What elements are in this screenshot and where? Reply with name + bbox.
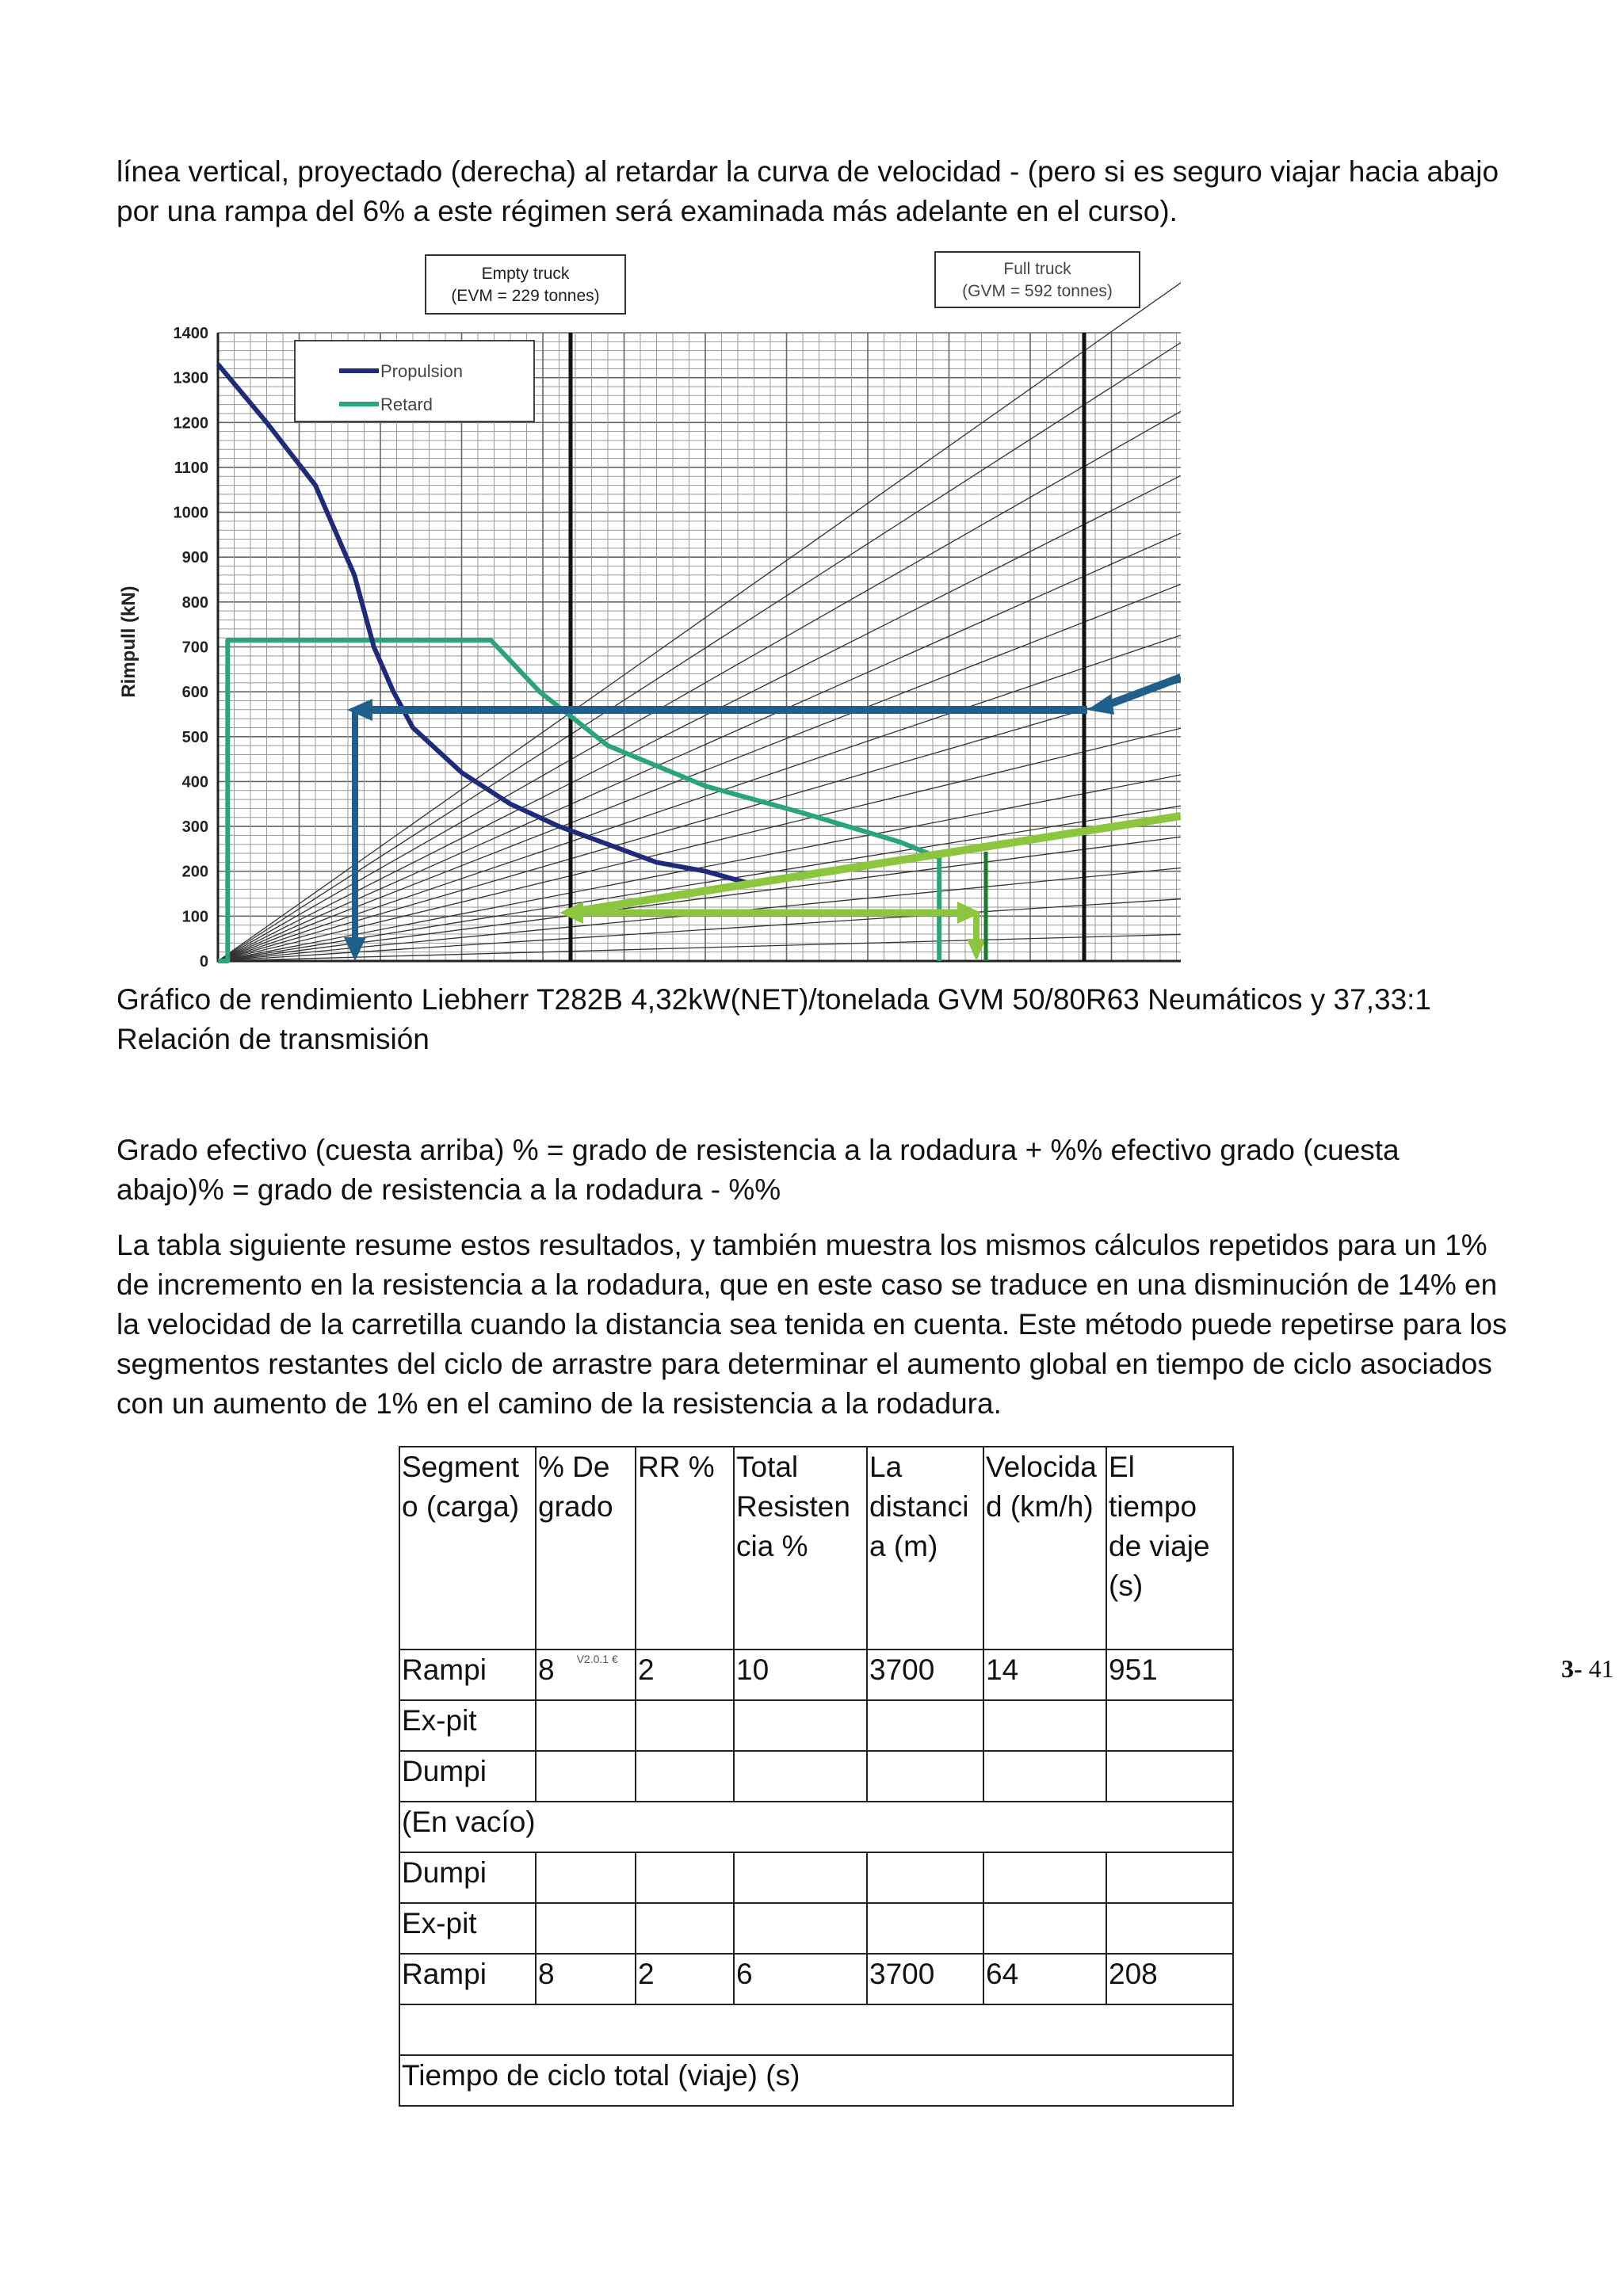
table-row	[399, 2004, 1233, 2055]
table-cell	[983, 1751, 1106, 1802]
cell-value: 208	[1109, 1958, 1158, 1990]
table-cell	[636, 1751, 734, 1802]
y-tick-label: 600	[181, 684, 208, 702]
table-cell	[983, 1700, 1106, 1751]
table-cell	[734, 1954, 867, 2004]
cell-value: 14	[986, 1653, 1019, 1686]
figure-caption: Gráfico de rendimiento Liebherr T282B 4,32kW(NET)/tonelada GVM 50/80R63 Neumáticos y 37,33:1 Relación de transmisión	[116, 983, 1432, 1055]
table-cell	[636, 1903, 734, 1954]
table-cell	[536, 1954, 636, 2004]
cell-value: 10	[736, 1653, 769, 1686]
table-cell	[983, 1650, 1106, 1700]
table-cell	[734, 1852, 867, 1903]
table-span-cell	[399, 2004, 1233, 2055]
full-truck-annotation	[935, 252, 1140, 307]
table-cell	[867, 1650, 983, 1700]
table-cell	[983, 1954, 1106, 2004]
table-header-cell: Total Resisten cia %	[734, 1447, 867, 1650]
table-cell	[636, 1700, 734, 1751]
cell-value: Dumpi	[402, 1856, 487, 1889]
results-table	[399, 1446, 1234, 2107]
table-row	[399, 1650, 1233, 1700]
cell-value: 2	[638, 1958, 655, 1990]
table-cell	[536, 1903, 636, 1954]
grade-line	[218, 772, 1181, 961]
table-cell	[734, 1751, 867, 1802]
legend-propulsion: Propulsion	[380, 361, 463, 381]
summary-paragraph: La tabla siguiente resume estos resultados, y también muestra los mismos cálculos repetidos para un 1% de incremento en la resistencia a la rodadura, que en este caso se traduce en una disminución de 14% en la velocidad de la carretilla cuando la distancia sea tenida en cuenta. Este método puede repetirse para los segmentos restantes del ciclo de arrastre para determinar el aumento global en tiempo de ciclo asociados con un aumento de 1% en el camino de la resistencia a la rodadura.	[116, 1229, 1507, 1420]
chart-legend	[295, 341, 534, 421]
empty-truck-mass: (EVM = 229 tonnes)	[451, 287, 600, 305]
table-cell	[983, 1903, 1106, 1954]
cell-value: 8	[538, 1653, 555, 1686]
table-header-cell: La distanci a (m)	[867, 1447, 983, 1650]
cell-value: 3700	[869, 1653, 935, 1686]
table-cell	[867, 1700, 983, 1751]
table-row	[399, 1852, 1233, 1903]
table-header-cell: El tiempo de viaje (s)	[1106, 1447, 1233, 1650]
table-row	[399, 1700, 1233, 1751]
cell-value: Rampi	[402, 1958, 487, 1990]
table-cell	[399, 1903, 536, 1954]
grade-line	[218, 898, 1181, 961]
table-cell	[636, 1954, 734, 2004]
table-cell	[734, 1650, 867, 1700]
y-tick-label: 1100	[174, 459, 208, 477]
table-cell	[536, 1700, 636, 1751]
grade-line	[218, 335, 1181, 961]
effective-grade-paragraph: Grado efectivo (cuesta arriba) % = grado de resistencia a la rodadura + %% efectivo grado (cuesta abajo)% = grado de resistencia a la rodadura - %%	[116, 1134, 1400, 1206]
cell-value: 3700	[869, 1958, 935, 1990]
grade-line	[218, 678, 1181, 961]
table-cell	[867, 1852, 983, 1903]
y-tick-label: 0	[199, 953, 208, 971]
rimpull-chart	[111, 246, 1181, 974]
table-body	[399, 1650, 1233, 2106]
table-row	[399, 1751, 1233, 1802]
table-cell	[1106, 1852, 1233, 1903]
table-span-cell: Tiempo de ciclo total (viaje) (s)	[399, 2055, 1233, 2106]
table-span-cell: (En vacío)	[399, 1802, 1233, 1852]
table-header-cell: % De grado	[536, 1447, 636, 1650]
table-header-cell: RR %	[636, 1447, 734, 1650]
y-tick-label: 500	[181, 728, 208, 746]
table-row	[399, 1903, 1233, 1954]
table-header-cell: Segment o (carga)	[399, 1447, 536, 1650]
intro-paragraph: línea vertical, proyectado (derecha) al retardar la curva de velocidad - (pero si es seguro viajar hacia abajo por una rampa del 6% a este régimen será examinada más adelante en el curso).	[116, 155, 1499, 227]
table-cell	[536, 1751, 636, 1802]
cell-value: 64	[986, 1958, 1019, 1990]
full-truck-mass: (GVM = 592 tonnes)	[962, 282, 1113, 300]
table-cell	[867, 1954, 983, 2004]
blue-reading-arrows	[344, 677, 1181, 961]
legend-retard: Retard	[380, 395, 433, 414]
empty-truck-annotation	[426, 255, 625, 314]
empty-truck-label: Empty truck	[481, 265, 570, 283]
y-tick-label: 400	[181, 773, 208, 791]
y-tick-label: 800	[181, 593, 208, 612]
cell-value: Dumpi	[402, 1755, 487, 1787]
grade-line	[218, 726, 1181, 961]
chart-grid	[218, 333, 1181, 961]
cell-value: Ex-pit	[402, 1907, 477, 1939]
table-cell	[734, 1903, 867, 1954]
version-mark: V2.0.1 €	[576, 1653, 618, 1665]
table-cell	[1106, 1751, 1233, 1802]
y-tick-label: 200	[181, 863, 208, 881]
table-cell	[1106, 1650, 1233, 1700]
y-tick-label: 700	[181, 639, 208, 657]
cell-value: 951	[1109, 1653, 1158, 1686]
table-cell	[1106, 1954, 1233, 2004]
cell-value: Rampi	[402, 1653, 487, 1686]
table-cell	[867, 1751, 983, 1802]
y-tick-labels	[174, 325, 209, 971]
table-cell	[734, 1700, 867, 1751]
y-tick-label: 1200	[173, 414, 208, 433]
full-truck-label: Full truck	[1003, 260, 1071, 278]
table-cell	[399, 1650, 536, 1700]
table-cell	[536, 1852, 636, 1903]
y-tick-label: 300	[181, 818, 208, 837]
table-row	[399, 1802, 1233, 1852]
cell-value: Ex-pit	[402, 1704, 477, 1737]
page-number: 3- 41	[1561, 1654, 1614, 1683]
y-tick-label: 100	[181, 908, 208, 926]
y-tick-label: 1300	[173, 369, 208, 387]
cell-value: 8	[538, 1958, 555, 1990]
table-cell	[536, 1650, 636, 1700]
y-tick-label: 900	[181, 549, 208, 567]
table-cell	[1106, 1700, 1233, 1751]
table-row	[399, 2055, 1233, 2106]
table-cell	[867, 1903, 983, 1954]
table-row	[399, 1954, 1233, 2004]
y-axis-label: Rimpull (kN)	[118, 585, 139, 698]
table-cell	[399, 1751, 536, 1802]
table-header-cell: Velocida d (km/h)	[983, 1447, 1106, 1650]
y-tick-label: 1400	[173, 325, 208, 342]
cell-value: 6	[736, 1958, 753, 1990]
table-cell	[399, 1700, 536, 1751]
table-cell	[399, 1852, 536, 1903]
y-tick-label: 1000	[173, 504, 208, 522]
table-header-row	[399, 1447, 1233, 1650]
table-cell	[636, 1650, 734, 1700]
table-cell	[1106, 1903, 1233, 1954]
table-cell	[636, 1852, 734, 1903]
green-reading-arrows	[559, 816, 1181, 961]
grade-line	[218, 580, 1181, 961]
table-cell	[399, 1954, 536, 2004]
cell-value: 2	[638, 1653, 655, 1686]
table-cell	[983, 1852, 1106, 1903]
